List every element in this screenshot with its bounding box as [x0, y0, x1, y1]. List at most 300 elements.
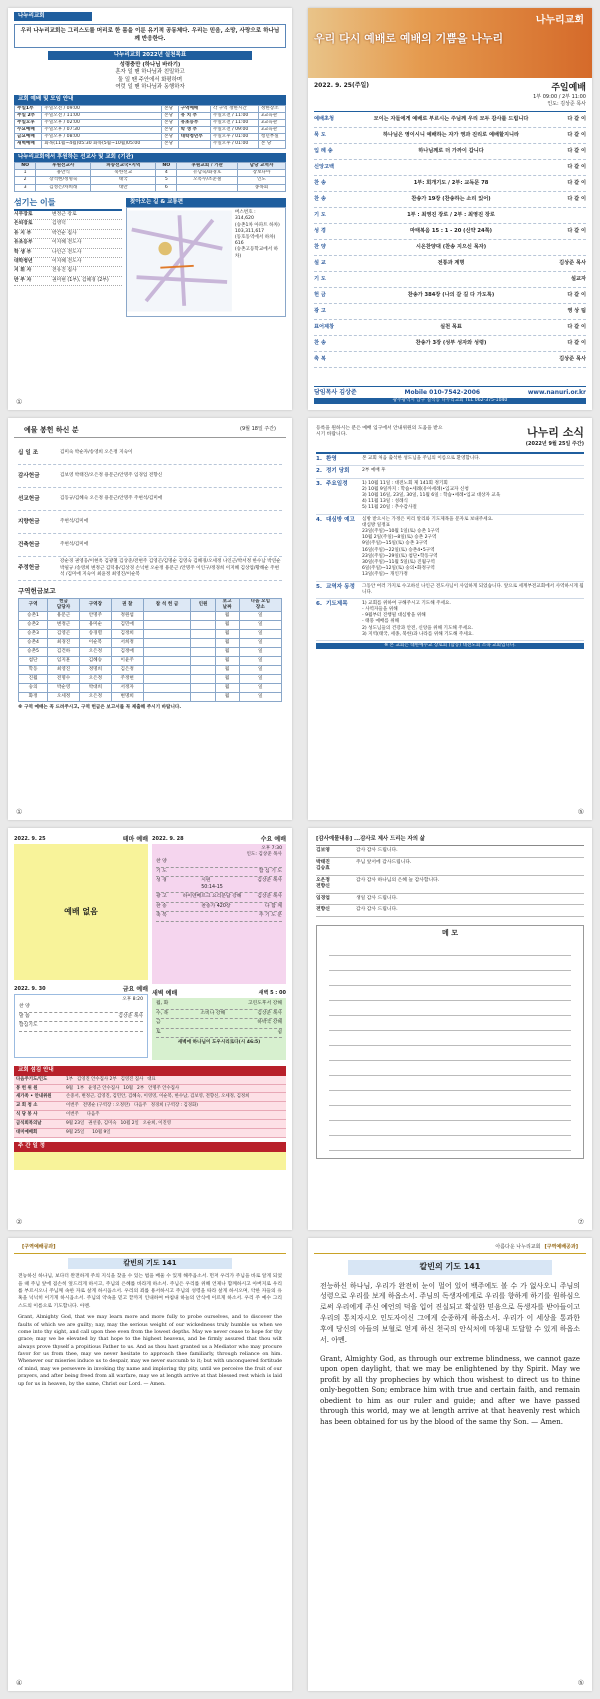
report-cell: 월: [215, 666, 239, 675]
worship-cell: 주일오후 / 01:00: [210, 134, 258, 141]
worship-cell: 대학청년부: [178, 134, 210, 141]
staff-header: 섬기는 이들: [14, 198, 122, 211]
wed-time: 오후 7:30: [261, 846, 282, 852]
duty-cell: 김영진 안수집사 2부: [77, 1076, 117, 1082]
report-cell: 변명희: [111, 693, 143, 702]
worship-cell: 화목(11월~4월)05:30 화목(5월~10월)05:00: [42, 141, 162, 148]
offering-type: 건축헌금: [18, 541, 40, 548]
order-row: [314, 240, 586, 256]
report-cell: 최영진: [48, 666, 80, 675]
memo-line: [329, 1136, 571, 1151]
order-row: [314, 176, 586, 192]
service-cell: 다 함 께: [265, 903, 282, 909]
service-cell: 광 고: [156, 894, 167, 900]
dawn-verse: 새벽에 하나님이 도우시리로다(시 46:5): [177, 1040, 261, 1046]
report-cell: 오은정: [79, 648, 111, 657]
report-cell: 오은정: [79, 675, 111, 684]
prayer-title: 칼빈의 기도 141: [68, 1258, 232, 1269]
staff-row: [14, 220, 122, 229]
report-cell: [143, 675, 191, 684]
report-cell: [191, 630, 215, 639]
order-item-content: 1부: 회개기도 / 2부: 교독문 78: [413, 179, 489, 186]
page-number: ①: [16, 397, 23, 406]
service-cell: 하이덴베르크 요리문답 강해: [182, 894, 242, 900]
theme-date: 2022. 9. 25: [14, 836, 46, 842]
order-item-leader: 다 같 이: [567, 195, 586, 202]
report-cell: 일: [239, 630, 281, 639]
report-row: [19, 648, 282, 657]
report-cell: 월: [215, 648, 239, 657]
goal-title: 성령충만 (하나님 바라기): [119, 61, 181, 68]
thanks-rows: [316, 845, 584, 916]
thanks-content: 감사 감사 드립니다.: [356, 848, 398, 854]
order-row: [314, 192, 586, 208]
duty-cell: 금식희복의날: [16, 1121, 42, 1127]
map-info-line: 버스번호 :: [234, 210, 256, 216]
report-cell: 승촌3: [19, 630, 48, 639]
duty-cell: 다음주: [134, 1103, 147, 1109]
service-row: [19, 1013, 143, 1022]
mission-cell: 김성은/차희래: [36, 184, 91, 191]
address: 광주광역시 남구 칠석동 나누리교회 TEL 062-375-1040: [314, 398, 586, 404]
service-cell: 말 씀: [19, 1013, 30, 1019]
duty-cell: 윤영근 안수집사: [88, 1085, 120, 1091]
map-info-line: 103,311,617: [234, 228, 265, 234]
worship-row: [15, 119, 286, 126]
wed-box: [152, 844, 286, 984]
worship-cell: 금요예배: [15, 134, 42, 141]
mission-cell: 유남숙/화경호: [177, 170, 238, 177]
news-item: [316, 515, 584, 582]
report-col-header: 인원: [191, 598, 215, 611]
thanks-content: 주님 앞서에 감사드립니다.: [356, 859, 412, 865]
thanks-content: 생일 감사 드립니다.: [356, 895, 398, 901]
report-cell: [143, 612, 191, 621]
news-label: 주요일정: [326, 480, 348, 487]
goal-item: 여럿 일 땐 하나님과 동행하자: [115, 83, 185, 90]
thanks-row: [316, 894, 584, 905]
news-content: 그동안 여러 가지로 수고하신 나인근 전도사님이 사임하게 되었습니다. 앞으로 세계부전교회에서 사역하시게 됩니다.: [362, 583, 584, 595]
worship-cell: 주일오전 / 09:00: [210, 127, 258, 134]
offering-type: 선교헌금: [18, 495, 40, 502]
order-item-content: 1부 : 최영진 장로 / 2부 : 최영진 장로: [407, 211, 495, 218]
report-cell: 최경진: [48, 639, 80, 648]
report-row: [19, 693, 282, 702]
news-item: [316, 479, 584, 515]
report-cell: [143, 684, 191, 693]
news-number: 6.: [316, 600, 323, 607]
offering-names: 주현석/김미애: [60, 542, 89, 548]
map-header: 찾아오는 길 & 교통편: [126, 198, 286, 207]
order-item-leader: 다 같 이: [567, 179, 586, 186]
order-item-leader: 다 같 이: [567, 131, 586, 138]
order-row: [314, 208, 586, 224]
order-of-worship: [314, 111, 586, 368]
mission-col-header: NO: [156, 163, 177, 170]
report-cell: 김혜승: [79, 657, 111, 666]
staff-row: [14, 211, 122, 220]
report-cell: 김정희: [111, 630, 143, 639]
mission-cell: 장보다아: [238, 170, 286, 177]
offering-names: 김미숙 박순자/송영희 오은정 지숙이: [60, 450, 133, 456]
report-cell: 학동: [19, 666, 48, 675]
mission-cell: 장석현/정명숙: [36, 177, 91, 184]
memo-line: [329, 1001, 571, 1016]
report-cell: 오은정: [79, 693, 111, 702]
order-item-leader: 다 같 이: [567, 227, 586, 234]
worship-cell: 주일오후 / 01:00: [210, 141, 258, 148]
staff-name: 김영덕: [52, 221, 66, 227]
mission-cell: 북한선교: [91, 170, 156, 177]
report-cell: [191, 675, 215, 684]
duty-row: [14, 1120, 286, 1129]
report-cell: 서정자: [111, 684, 143, 693]
staff-name: 권미현 (1부), 김혜경 (2부): [52, 277, 109, 283]
duty-cell: 10월 9일: [92, 1130, 111, 1136]
report-col-header: 구역장: [79, 598, 111, 611]
worship-cell: 본당: [162, 119, 178, 126]
mission-cell: 오복수/조준철: [177, 177, 238, 184]
mission-row: [15, 170, 286, 177]
order-item-content: 모이는 자들에게 예배로 부르시는 주님께 우리 모두 감사를 드립니다: [373, 115, 529, 122]
service-cell: 고린도후서 강해: [248, 1001, 282, 1007]
thanks-row: [316, 858, 584, 876]
report-cell: 용미순: [79, 621, 111, 630]
staff-name: 이지혜 전도사: [52, 240, 82, 246]
service-cell: 성 경: [156, 878, 167, 884]
service-cell: 찬송가 420장: [201, 903, 231, 909]
order-item-label: 헌 금: [314, 291, 326, 298]
staff-role: 시무장로: [14, 211, 33, 217]
report-row: [19, 666, 282, 675]
order-item-leader: 다 같 이: [567, 115, 586, 122]
report-cell: [191, 693, 215, 702]
report-cell: [143, 693, 191, 702]
church-tagline: 아름다운 나누리교회: [495, 1244, 541, 1250]
mission-cell: 3: [15, 184, 36, 191]
news-content: 심방 받으시는 가정은 미리 알리와 기도제목을 문자로 보내주세요. 대심방 일정표 23일(주일)~10월 1일(토) 승촌 1구역 10월 2일(주일)~8일(토) 승촌 2구역 9일(주일)~15일(토) 승촌 3구역 16일(주일)~22일(토) 승촌4•5구역 23일(주일)~29일(토) 첨단•학동구역 30일(주일)~11월 5일(토) 진월구역 6일(주일)~12일(토) 숭의•화정구역 13일(주일)~ 개인가정: [362, 516, 494, 578]
no-service-label: 예배 없음: [64, 906, 98, 916]
no-service-box: [14, 844, 148, 980]
duty-cell: 이번주: [66, 1103, 79, 1109]
memo-line: [329, 1076, 571, 1091]
order-row: [314, 304, 586, 320]
service-cell: 쉼: [277, 1029, 282, 1035]
order-item-label: 축 복: [314, 355, 326, 362]
report-cell: 월: [215, 621, 239, 630]
report-cell: 일: [239, 657, 281, 666]
offering-names: 강순경 권영웅/이현옥 김광철 김상준/전현주 김영곤/김명순 김영숙 김혜경/오세정 나인근/박서정 한수남 박연순 박필규 /송영희 변정근 김덕용/김상경 손넉현 오순정 용문근 /안명주 이인구/정경희 이지혜 김상업/황해순 주현석 /김미애 지숙이 최윤정 최영진/이순복: [60, 559, 281, 577]
service-row: [156, 1010, 282, 1019]
worship-row: [15, 134, 286, 141]
worship-cell: 주일 2부: [15, 112, 42, 119]
report-row: [19, 630, 282, 639]
report-cell: 안명주: [79, 612, 111, 621]
worship-cell: 본당: [162, 105, 178, 112]
duty-row: [14, 1111, 286, 1120]
news-label: 대심방 예고: [326, 516, 355, 523]
offering-row: [18, 511, 282, 534]
staff-role: 은퇴장로: [14, 221, 33, 227]
mission-cell: [177, 184, 238, 191]
offering-row: [18, 442, 282, 465]
church-name: 나누리교회: [535, 15, 584, 26]
service-title: 주일예배: [551, 83, 586, 93]
worship-cell: 주일오후 / 02:00: [42, 119, 162, 126]
worship-cell: 주일1부: [15, 105, 42, 112]
report-cell: 오세정: [48, 693, 80, 702]
mission-cell: 1: [15, 170, 36, 177]
report-cell: [143, 639, 191, 648]
service-date: 2022. 9. 25(주일): [314, 82, 370, 89]
duty-cell: 1부: [77, 1085, 85, 1091]
worship-cell: 새벽예배: [15, 141, 42, 148]
report-cell: 김영곤: [48, 630, 80, 639]
worship-cell: 주일오전 / 11:00: [42, 112, 162, 119]
service-row: [156, 1029, 282, 1038]
service-row: [19, 1003, 143, 1012]
staff-row: [14, 249, 122, 258]
service-times: 1부 09:00 / 2부 11:00: [533, 94, 586, 101]
news-number: 5.: [316, 583, 323, 590]
news-number: 2.: [316, 468, 323, 475]
news-content: 본 교회 처음 출석한 성도님을 주님의 이름으로 환영합니다.: [362, 455, 481, 461]
thanks-name: 전향신: [316, 907, 330, 913]
duty-cell: 봉 헌 위 원: [16, 1085, 38, 1091]
order-item-label: 기 도: [314, 211, 326, 218]
report-cell: 일: [239, 675, 281, 684]
service-row: [19, 1022, 143, 1031]
order-item-content: 마태복음 15 : 1 - 20 (신약 24쪽): [410, 227, 492, 234]
worship-cell: 주일오전 / 11:00: [210, 119, 258, 126]
report-cell: 전명수: [48, 675, 80, 684]
worship-cell: 3교육관: [258, 112, 285, 119]
map-info-line: (승촌고등학교에서 하차): [234, 247, 279, 259]
order-item-leader: 다 같 이: [567, 323, 586, 330]
memo-line: [329, 1061, 571, 1076]
news-week: (2022년 9월 25일 주간): [525, 440, 584, 447]
map-info-line: (동호동역에서 하차): [234, 235, 276, 241]
page-1: [8, 8, 292, 410]
order-item-content: 실천 목표: [440, 323, 462, 330]
service-row: [156, 858, 282, 867]
page-number: ②: [16, 1217, 23, 1226]
report-cell: 승촌4: [19, 639, 48, 648]
report-cell: 이순복: [79, 639, 111, 648]
banner: [308, 8, 592, 78]
memo-line: [329, 1046, 571, 1061]
staff-role: 대학청년: [14, 258, 33, 264]
staff-row: [14, 258, 122, 267]
map-info-line: 314,620: [234, 216, 254, 222]
mission-support-header: 나누리교회에서 후원하는 선교사 및 교회 (기관): [14, 153, 286, 162]
report-cell: 이윤주: [111, 657, 143, 666]
report-cell: 일: [239, 684, 281, 693]
offering-type: 지향헌금: [18, 518, 40, 525]
mobile: Mobile 010-7542-2006: [404, 388, 481, 396]
news-label: 환영: [326, 455, 337, 462]
thanks-row: [316, 876, 584, 894]
dawn-title: 새벽 예배: [152, 990, 178, 998]
offering-names: 김동규/김혜숙 오은정 용문근/안명주 주현석/김미애: [60, 496, 163, 502]
staff-list: [14, 211, 122, 287]
offering-row: [18, 465, 282, 488]
pastor: 담임목사 김상준: [314, 388, 357, 396]
report-row: [19, 621, 282, 630]
memo-line: [329, 941, 571, 956]
order-item-content: 전통과 계명: [437, 259, 465, 266]
thanks-name: 오은정 전향신: [316, 877, 330, 890]
worship-row: [15, 112, 286, 119]
duty-row: [14, 1076, 286, 1085]
report-cell: 임지훈: [48, 657, 80, 666]
report-cell: 일: [239, 621, 281, 630]
service-cell: 찬 양: [156, 859, 167, 865]
church-label: 나누리교회: [14, 12, 92, 21]
wed-rows: [156, 858, 282, 921]
worship-cell: 각 구역 정한시간: [210, 105, 258, 112]
duty-cell: 새가족 • 안내위원: [16, 1094, 52, 1100]
mission-statement: 우리 나누리교회는 그리스도를 머리로 한 몸을 이룬 유기적 공동체다. 우리는 믿음, 소망, 사랑으로 하나님께 반응한다.: [14, 24, 286, 47]
staff-row: [14, 267, 122, 276]
service-row: [156, 903, 282, 912]
report-cell: 진월: [19, 675, 48, 684]
report-cell: 김건하: [48, 648, 80, 657]
offering-row: [18, 534, 282, 557]
report-cell: [191, 657, 215, 666]
weekly-plan-box: [14, 1152, 286, 1170]
worship-row: [15, 105, 286, 112]
news-content: 2부 예배 후: [362, 468, 386, 474]
friday-date: 2022. 9. 30: [14, 986, 46, 993]
mission-cell: 종목회: [238, 184, 286, 191]
service-cell: 기 도: [156, 868, 167, 874]
memo-box: [316, 925, 584, 1159]
lesson-tag: [구역예배공과]: [14, 1238, 286, 1254]
duty-cell: 다음주: [86, 1112, 100, 1118]
duty-cell: 김영진 집사: [120, 1076, 144, 1082]
mission-col-header: 담당 교역자: [238, 163, 286, 170]
worship-cell: 학 생 부: [178, 127, 210, 134]
duty-cell: 식 당 봉 사: [16, 1112, 38, 1118]
duty-cell: 대표: [147, 1076, 156, 1082]
service-row: [156, 1019, 282, 1028]
report-cell: 일: [239, 648, 281, 657]
worship-cell: 본 당: [258, 141, 285, 148]
order-row: [314, 336, 586, 352]
dawn-time: 새벽 5 : 00: [258, 990, 286, 997]
report-cell: 서희정: [111, 639, 143, 648]
report-cell: 정명희: [79, 666, 111, 675]
news-label: 기도제목: [326, 600, 348, 607]
order-item-label: 광 고: [314, 307, 326, 314]
service-cell: 소비나 강해: [200, 1010, 226, 1016]
duty-cell: 정경희 (구역장 : 김경화): [150, 1103, 198, 1109]
prayer-english: Grant, Almighty God, that we may learn more and more fully to probe ourselves, and to discover the faults of which we are guilty; nay, may the serious weight of our wickedness truly humble us when we come into thy sight, and call upon thee even from the lowest depths. May we never cease to hope for thy grace; may we be elevated by that hope to the highest heavens, and be firmly assured that thou wilt always prove thyself a propitious Father to us. And as thou hast granted us a Mediator who may procure favor for us from thee, may we never hesitate to approach thee familiarly, through reliance on him. Whenever our miseries induce us to despair, may we never succumb to it; but with unconquered fortitude of mind, may we persevere in invoking thy name and imploring thy pity, until we perceive the fruit of our prayers, and after being freed from all warfare, may we at length arrive at that blessed rest which is laid up for us in heaven, by the same, Christ our Lord. — Amen.: [18, 1314, 282, 1387]
staff-role: 유 지 부: [14, 230, 32, 236]
order-item-content: 시온찬양대 (찬송 지으신 목자): [415, 243, 487, 250]
report-cell: [143, 666, 191, 675]
worship-cell: 청년부실: [258, 134, 285, 141]
staff-role: 반 주 자: [14, 277, 32, 283]
page-8: [308, 1238, 592, 1691]
map-info: [232, 208, 285, 316]
worship-cell: [178, 141, 210, 148]
memo-line: [329, 1091, 571, 1106]
thanks-name: 김보영: [316, 848, 330, 854]
report-cell: [143, 648, 191, 657]
report-cell: 월: [215, 657, 239, 666]
page-7: [8, 1238, 292, 1691]
news-item: [316, 582, 584, 599]
service-cell: 찬 송: [156, 903, 167, 909]
news-content: 1) 교회를 위하여 구해주시고 기도해 주세요. - 사역자들을 위해 - 9월부터 진행될 대심방을 위해 - 태풍 예배를 위해 2) 성도님들의 건강과 안전, 신앙을 위해 기도해 주세요. 3) 지역(태국, 세종, 북한)과 나라를 위해 기도해 주세요.: [362, 600, 474, 637]
website: www.nanuri.or.kr: [527, 388, 586, 396]
worship-cell: 정한장소: [258, 105, 285, 112]
order-item-label: 표어제창: [314, 323, 335, 330]
thanks-content: 감사 감사 하나님의 은혜 늘 감사합니다.: [356, 877, 440, 883]
worship-header: 교회 예배 및 모임 안내: [14, 95, 286, 104]
duty-cell: 손중서, 변정근, 김영진, 김민안, 김혜숙, 이영영, 이순복, 한수남, 김보영, 전향신, 오세정, 김정희: [66, 1094, 250, 1100]
order-item-label: 찬 송: [314, 195, 326, 202]
staff-name: 전유진 집사: [52, 268, 77, 274]
report-cell: 월: [215, 639, 239, 648]
mission-table: [14, 162, 286, 192]
duty-table: [14, 1076, 286, 1139]
order-item-content: 찬송가 384장 (나의 갈 길 다 가도록): [407, 291, 495, 298]
worship-cell: 3교육관: [258, 127, 285, 134]
memo-line: [329, 1106, 571, 1121]
report-cell: 월: [215, 693, 239, 702]
worship-cell: 주일오전 / 11:00: [210, 112, 258, 119]
memo-line: [329, 1031, 571, 1046]
report-cell: [143, 657, 191, 666]
news-item: [316, 466, 584, 479]
mission-cell: 인도: [238, 177, 286, 184]
thanks-header: [감사예물내용] ...감사로 제사 드리는 자의 삶: [316, 836, 425, 842]
map-info-line: (승촌1차 아파트 하차): [234, 222, 280, 228]
page-5: [8, 828, 292, 1230]
prayer-english: Grant, Almighty God, as through our extreme blindness, we cannot gaze upon open daylight, that we may be enlightened by thy Spirit. May we profit by all thy prophecies by which thou wishest to direct us to thine only-begotten Son; embrace him with true and certain faith, and remain obedient to him as our ruler and guide; and after we have passed through this world, may we at length arrive at that heavenly rest which has been obtained for us by the blood of the same thy Son. — Amen.: [320, 1354, 580, 1426]
service-row: [156, 893, 282, 902]
prayer-title: 칼빈의 기도 141: [348, 1260, 552, 1275]
report-cell: 일: [239, 693, 281, 702]
offering-names: 주현석/김미애: [60, 519, 89, 525]
report-cell: [191, 666, 215, 675]
mission-col-header: 후원교회 / 기관: [177, 163, 238, 170]
staff-name: 이지혜 전도사: [52, 258, 82, 264]
service-cell: 김상준 목사: [257, 1010, 282, 1016]
report-col-header: 다음 모임 장소: [239, 598, 281, 611]
duty-row: [14, 1102, 286, 1111]
offering-type: 주정헌금: [18, 564, 40, 571]
order-item-leader: 다 같 이: [567, 147, 586, 154]
worship-row: [15, 127, 286, 134]
worship-cell: 본당: [162, 141, 178, 148]
news-intro: 등록을 원하시는 분은 예배 입구에서 안내위원의 도움을 받으시기 바랍니다.: [316, 426, 443, 438]
staff-name: 박건순 집사: [52, 230, 77, 236]
order-item-label: 찬 양: [314, 243, 326, 250]
mission-cell: 4: [156, 170, 177, 177]
thanks-content: 감사 감사 드립니다.: [356, 907, 398, 913]
duty-cell: 안명주 안수집사: [148, 1085, 180, 1091]
report-cell: 박대희: [79, 684, 111, 693]
staff-name: 변정근 장로: [52, 211, 77, 217]
news-label: 정기 당회: [326, 468, 350, 475]
report-row: [19, 657, 282, 666]
worship-table: [14, 105, 286, 149]
report-cell: 김정애: [111, 648, 143, 657]
